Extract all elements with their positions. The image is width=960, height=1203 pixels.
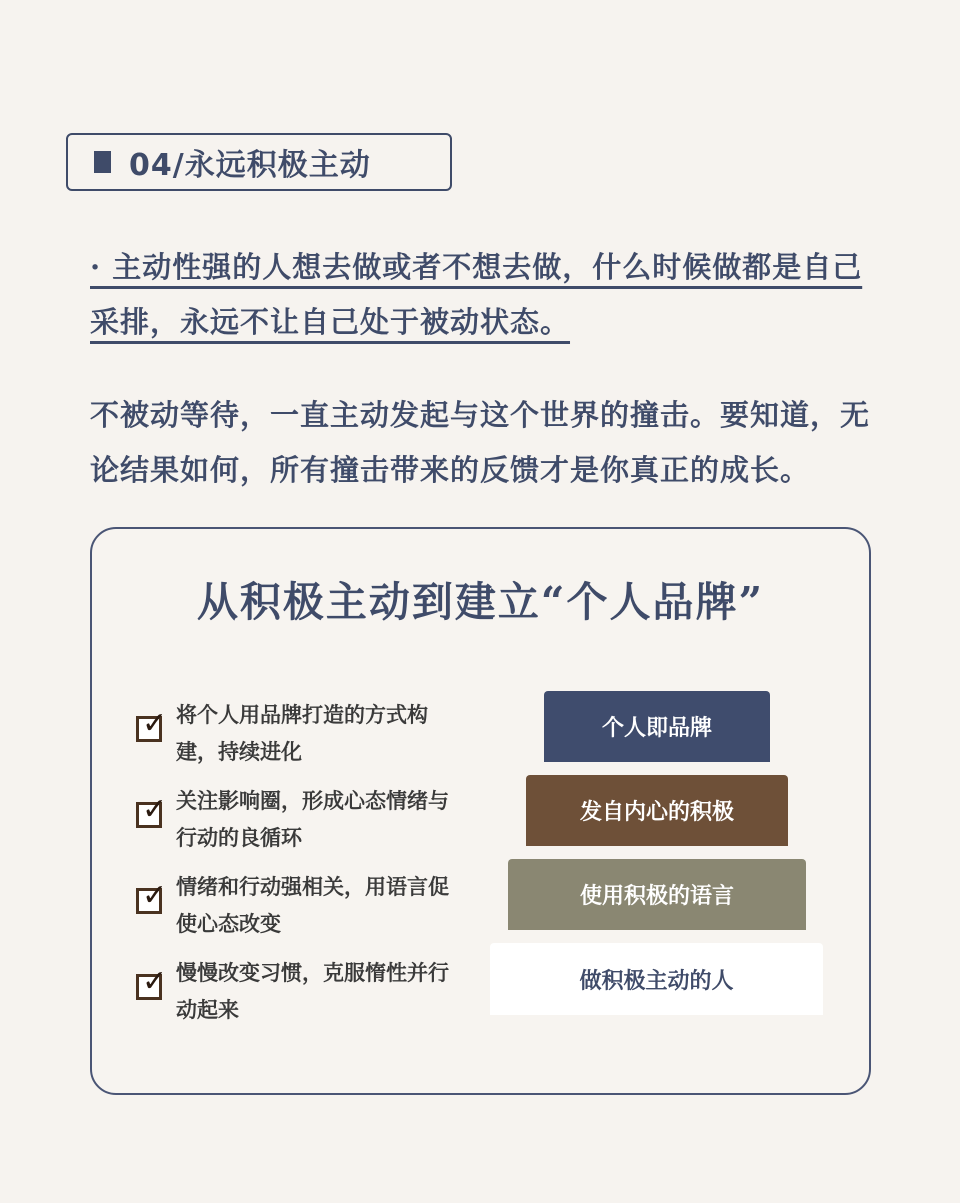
section-heading-text: 04/永远积极主动 bbox=[129, 148, 371, 183]
checkbox-checked-icon: ✓ bbox=[136, 802, 162, 828]
checklist-item bbox=[134, 952, 454, 1038]
checklist-item-text: 慢慢改变习惯，克服惰性并行动起来 bbox=[176, 960, 449, 1022]
highlight-text: · 主动性强的人想去做或者不想去做，什么时候做都是自己采排，永远不让自己处于被动状态。 bbox=[90, 250, 863, 339]
checklist-item-text: 关注影响圈，形成心态情绪与行动的良循环 bbox=[176, 788, 449, 850]
pyramid-level-2: 发自内心的积极 bbox=[526, 775, 788, 846]
body-paragraph: 不被动等待，一直主动发起与这个世界的撞击。要知道，无论结果如何，所有撞击带来的反馈才是你真正的成长。 bbox=[90, 398, 871, 487]
pyramid-level-top: 个人即品牌 bbox=[544, 691, 770, 762]
checklist bbox=[134, 694, 454, 1038]
highlight-statement bbox=[90, 240, 890, 350]
checklist-item bbox=[134, 780, 454, 866]
pyramid-level-3: 使用积极的语言 bbox=[508, 859, 806, 930]
square-bullet-icon bbox=[94, 151, 111, 173]
checklist-item bbox=[134, 694, 454, 780]
checklist-item bbox=[134, 866, 454, 952]
brand-card bbox=[90, 527, 871, 1095]
card-title: 从积极主动到建立“个人品牌” bbox=[196, 578, 765, 626]
section-heading-tag bbox=[66, 133, 452, 191]
checkbox-checked-icon: ✓ bbox=[136, 716, 162, 742]
checklist-item-text: 情绪和行动强相关，用语言促使心态改变 bbox=[176, 874, 449, 936]
checkbox-checked-icon: ✓ bbox=[136, 974, 162, 1000]
pyramid-level-base: 做积极主动的人 bbox=[490, 943, 823, 1015]
checklist-item-text: 将个人用品牌打造的方式构建，持续进化 bbox=[176, 702, 428, 764]
checkbox-checked-icon: ✓ bbox=[136, 888, 162, 914]
